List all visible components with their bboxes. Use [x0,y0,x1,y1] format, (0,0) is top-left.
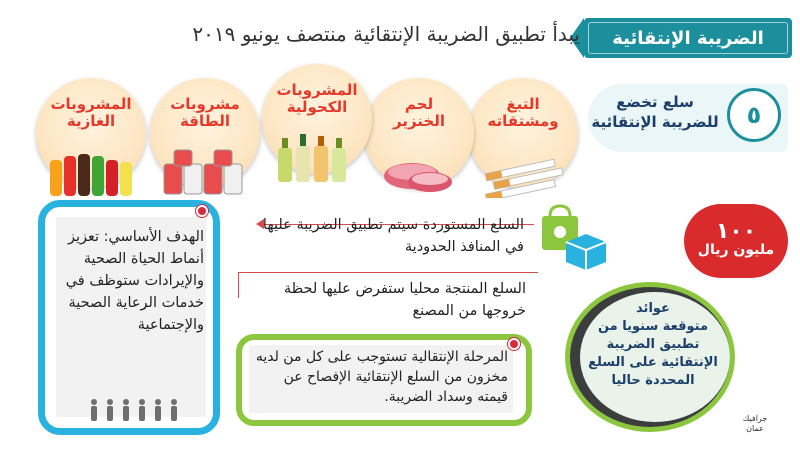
energy-drink-cans-icon [160,138,250,198]
five-goods-text: سلع تخضع للضريبة الإنتقائية [591,93,719,131]
statement-imported: السلع المستوردة سيتم تطبيق الضريبة عليها في المنافذ الحدودية [262,217,524,255]
statement-local: السلع المنتجة محليا ستفرض عليها لحظة خروجها من المصنع [283,281,526,319]
goods-item-tobacco [468,78,578,218]
alcohol-bottles-icon [272,124,362,184]
goods-item-soda [36,78,146,218]
cigarettes-icon [478,138,568,198]
publisher-logo: جرافيك عمان [742,414,768,433]
goods-item-alcohol [262,64,372,204]
revenue-amount: ١٠٠ [715,219,757,244]
revenue-text: عوائد متوقعة سنويا من تطبيق الضريبة الإنتقائية على السلع المحددة حاليا [588,301,718,388]
arrow-line-local-vertical [238,272,239,298]
pin-icon [508,338,520,350]
goods-item-pork [364,78,474,218]
goods-label: التبغ ومشتقاته [487,95,559,130]
headline: يبدأ تطبيق الضريبة الإنتقائية منتصف يونيو ٢٠١٩ [192,22,580,46]
five-number-badge: ٥ [727,88,781,142]
arrow-line-local [238,272,538,273]
goods-label: مشروبات الطاقة [170,95,240,130]
section-title-tag [584,18,792,58]
box-icon [564,232,608,272]
pin-icon [196,205,208,217]
soda-bottles-icon [46,138,136,198]
revenue-unit: مليون ريال [697,242,775,258]
section-title: الضريبة الإنتقائية [612,27,764,49]
goal-text: الهدف الأساسي: تعزيز أنماط الحياة الصحية والإيرادات ستوظف في خدمات الرعاية الصحية والإجتماعية [65,229,204,333]
people-icon [86,398,186,422]
goods-item-energy [150,78,260,218]
goods-label: لحم الخنزير [392,95,445,130]
goods-label: المشروبات الغازية [50,95,132,130]
goods-label: المشروبات الكحولية [276,81,358,116]
transition-text: المرحلة الإنتقالية تستوجب على كل من لديه مخزون من السلع الإنتقائية الإفصاح عن قيمته وسداد الضريبة. [255,349,508,405]
revenue-badge [684,204,788,278]
pork-icon [374,138,464,198]
